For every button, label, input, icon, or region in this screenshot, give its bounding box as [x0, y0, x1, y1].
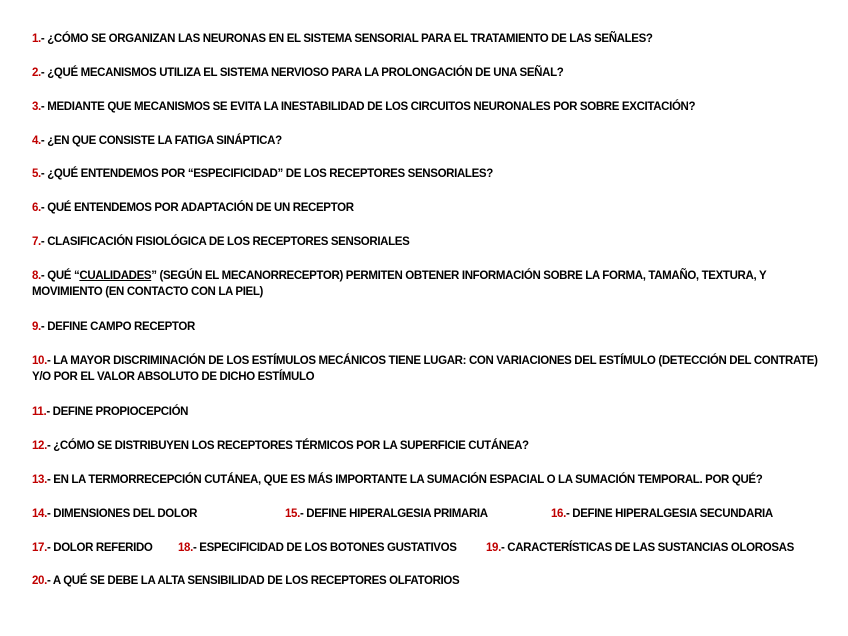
question-number: 11. [32, 406, 47, 418]
question-17 [32, 540, 153, 556]
question-14 [32, 506, 197, 522]
question-text: - DIMENSIONES DEL DOLOR [46, 508, 198, 520]
question-number: 18. [178, 542, 193, 554]
question-text: - ESPECIFICIDAD DE LOS BOTONES GUSTATIVOS [192, 542, 457, 554]
question-7 [32, 234, 832, 250]
question-13 [32, 472, 832, 488]
question-text: - ¿CÓMO SE ORGANIZAN LAS NEURONAS EN EL SISTEMA SENSORIAL PARA EL TRATAMIENTO DE LAS SEÑALES? [40, 33, 653, 45]
question-6 [32, 200, 832, 216]
question-text-underlined: CUALIDADES [79, 270, 152, 282]
question-20 [32, 573, 832, 589]
question-number: 20. [32, 575, 47, 587]
question-text: - A QUÉ SE DEBE LA ALTA SENSIBILIDAD DE LOS RECEPTORES OLFATORIOS [46, 575, 460, 587]
question-text: - DEFINE HIPERALGESIA SECUNDARIA [565, 508, 773, 520]
question-text: - EN LA TERMORRECEPCIÓN CUTÁNEA, QUE ES MÁS IMPORTANTE LA SUMACIÓN ESPACIAL O LA SUMACIÓN TEMPORAL. POR QUÉ? [46, 474, 763, 486]
question-text: - CLASIFICACIÓN FISIOLÓGICA DE LOS RECEPTORES SENSORIALES [40, 236, 410, 248]
question-text: - DEFINE PROPIOCEPCIÓN [46, 406, 189, 418]
question-15 [285, 506, 488, 522]
question-number: 7. [32, 236, 41, 248]
question-12 [32, 438, 832, 454]
question-9 [32, 319, 832, 335]
question-text: - ¿QUÉ ENTENDEMOS POR “ESPECIFICIDAD” DE LOS RECEPTORES SENSORIALES? [40, 168, 493, 180]
question-number: 17. [32, 542, 47, 554]
question-text: - ¿CÓMO SE DISTRIBUYEN LOS RECEPTORES TÉRMICOS POR LA SUPERFICIE CUTÁNEA? [46, 440, 529, 452]
question-number: 3. [32, 101, 41, 113]
question-4 [32, 133, 832, 149]
question-8 [32, 268, 832, 300]
question-19 [486, 540, 794, 556]
question-text: - ¿QUÉ MECANISMOS UTILIZA EL SISTEMA NERVIOSO PARA LA PROLONGACIÓN DE UNA SEÑAL? [40, 67, 564, 79]
question-number: 19. [486, 542, 501, 554]
question-number: 1. [32, 33, 41, 45]
question-number: 6. [32, 202, 41, 214]
question-number: 15. [285, 508, 300, 520]
question-text: - ¿EN QUE CONSISTE LA FATIGA SINÁPTICA? [40, 135, 282, 147]
question-number: 2. [32, 67, 41, 79]
question-3 [32, 99, 832, 115]
question-text: - MEDIANTE QUE MECANISMOS SE EVITA LA INESTABILIDAD DE LOS CIRCUITOS NEURONALES POR SOBRE EXCITACIÓN? [40, 101, 696, 113]
question-2 [32, 65, 832, 81]
question-number: 13. [32, 474, 47, 486]
question-10 [32, 353, 832, 385]
question-number: 5. [32, 168, 41, 180]
question-number: 10. [32, 355, 47, 367]
question-number: 4. [32, 135, 41, 147]
question-text-pre: - QUÉ “ [40, 270, 80, 282]
question-number: 8. [32, 270, 41, 282]
question-number: 14. [32, 508, 47, 520]
question-11 [32, 404, 832, 420]
question-1 [32, 31, 832, 47]
question-text: - DOLOR REFERIDO [46, 542, 153, 554]
question-number: 16. [551, 508, 566, 520]
question-16 [551, 506, 773, 522]
question-text: - CARACTERÍSTICAS DE LAS SUSTANCIAS OLOROSAS [500, 542, 794, 554]
question-5 [32, 166, 832, 182]
question-number: 9. [32, 321, 41, 333]
question-text-post: ” (SEGÚN EL MECANORRECEPTOR) PERMITEN OBTENER INFORMACIÓN SOBRE LA FORMA, TAMAÑO, TEXTURA, Y MOVIMIENTO (EN CONTACTO CON LA PIEL) [32, 270, 767, 298]
question-number: 12. [32, 440, 47, 452]
question-text: - DEFINE CAMPO RECEPTOR [40, 321, 195, 333]
question-text: - DEFINE HIPERALGESIA PRIMARIA [299, 508, 488, 520]
question-text: - QUÉ ENTENDEMOS POR ADAPTACIÓN DE UN RECEPTOR [40, 202, 354, 214]
question-18 [178, 540, 457, 556]
question-text: - LA MAYOR DISCRIMINACIÓN DE LOS ESTÍMULOS MECÁNICOS TIENE LUGAR: CON VARIACIONES DEL ESTÍMULO (DETECCIÓN DEL CONTRATE) Y/O POR EL VALOR ABSOLUTO DE DICHO ESTÍMULO [32, 355, 818, 383]
